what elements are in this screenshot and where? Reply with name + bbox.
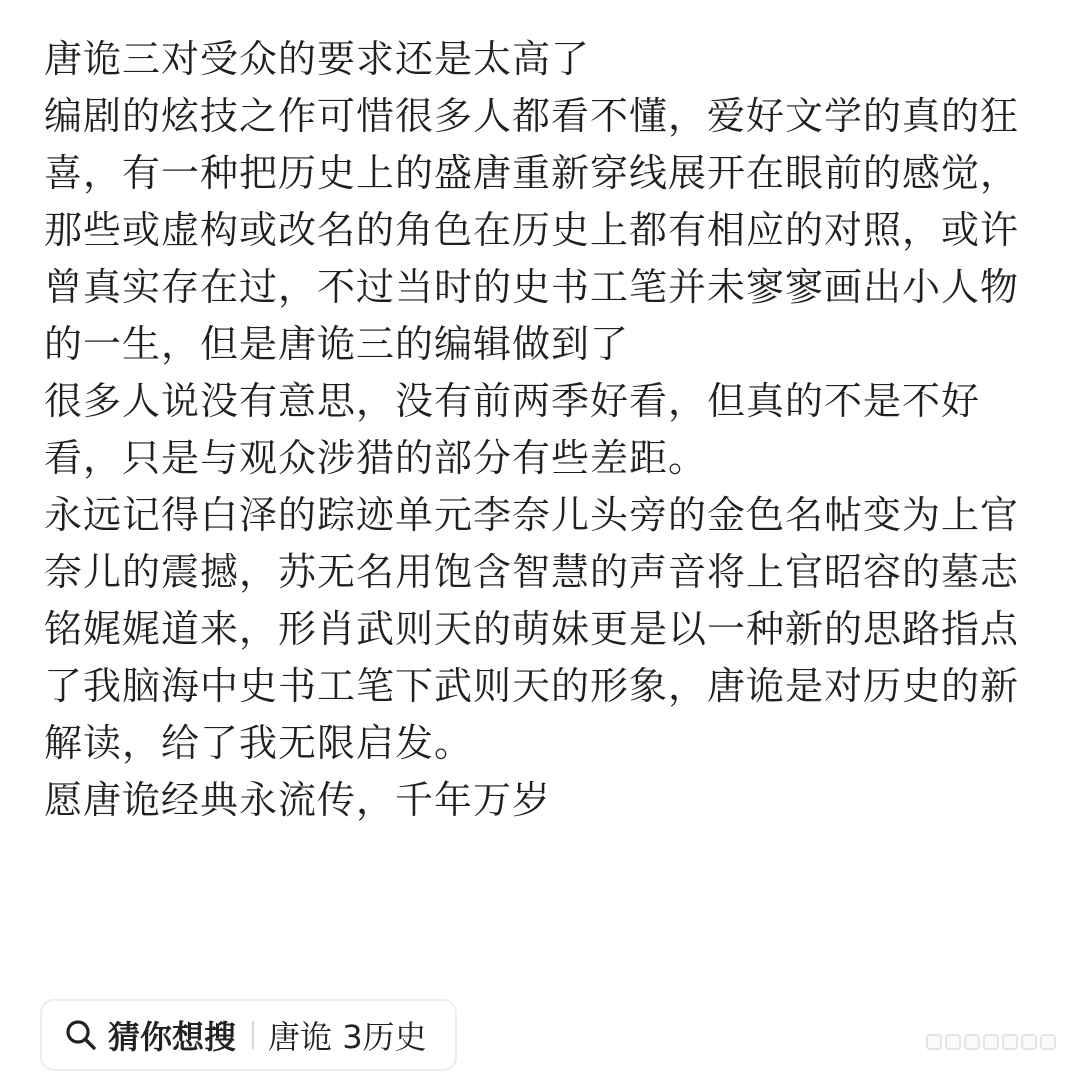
- search-suggestion-chip[interactable]: [40, 999, 457, 1071]
- watermark-mark: [1021, 1034, 1037, 1050]
- watermark: [926, 1034, 1056, 1050]
- post-body: [44, 31, 1054, 829]
- watermark-mark: [1040, 1034, 1056, 1050]
- post-paragraph-5: 愿唐诡经典永流传，千年万岁: [44, 778, 552, 822]
- search-icon: [64, 1018, 98, 1052]
- suggestion-divider: [252, 1021, 254, 1049]
- suggestion-label: 猜你想搜: [108, 1018, 237, 1056]
- post-paragraph-2: 编剧的炫技之作可惜很多人都看不懂，爱好文学的真的狂喜，有一种把历史上的盛唐重新穿线展开在眼前的感觉，那些或虚构或改名的角色在历史上都有相应的对照，或许曾真实存在过，不过当时的史书工笔并未寥寥画出小人物的一生，但是唐诡三的编辑做到了: [44, 94, 1020, 366]
- post-paragraph-1: 唐诡三对受众的要求还是太高了: [44, 37, 591, 81]
- watermark-mark: [1002, 1034, 1018, 1050]
- watermark-mark: [926, 1034, 942, 1050]
- watermark-mark: [964, 1034, 980, 1050]
- post-paragraph-3: 很多人说没有意思，没有前两季好看，但真的不是不好看，只是与观众涉猎的部分有些差距。: [44, 379, 981, 480]
- post-paragraph-4: 永远记得白泽的踪迹单元李奈儿头旁的金色名帖变为上官奈儿的震撼，苏无名用饱含智慧的声音将上官昭容的墓志铭娓娓道来，形肖武则天的萌妹更是以一种新的思路指点了我脑海中史书工笔下武则天的形象，唐诡是对历史的新解读，给了我无限启发。: [44, 493, 1020, 765]
- watermark-mark: [983, 1034, 999, 1050]
- suggestion-query: 唐诡 3历史: [268, 1018, 427, 1056]
- watermark-mark: [945, 1034, 961, 1050]
